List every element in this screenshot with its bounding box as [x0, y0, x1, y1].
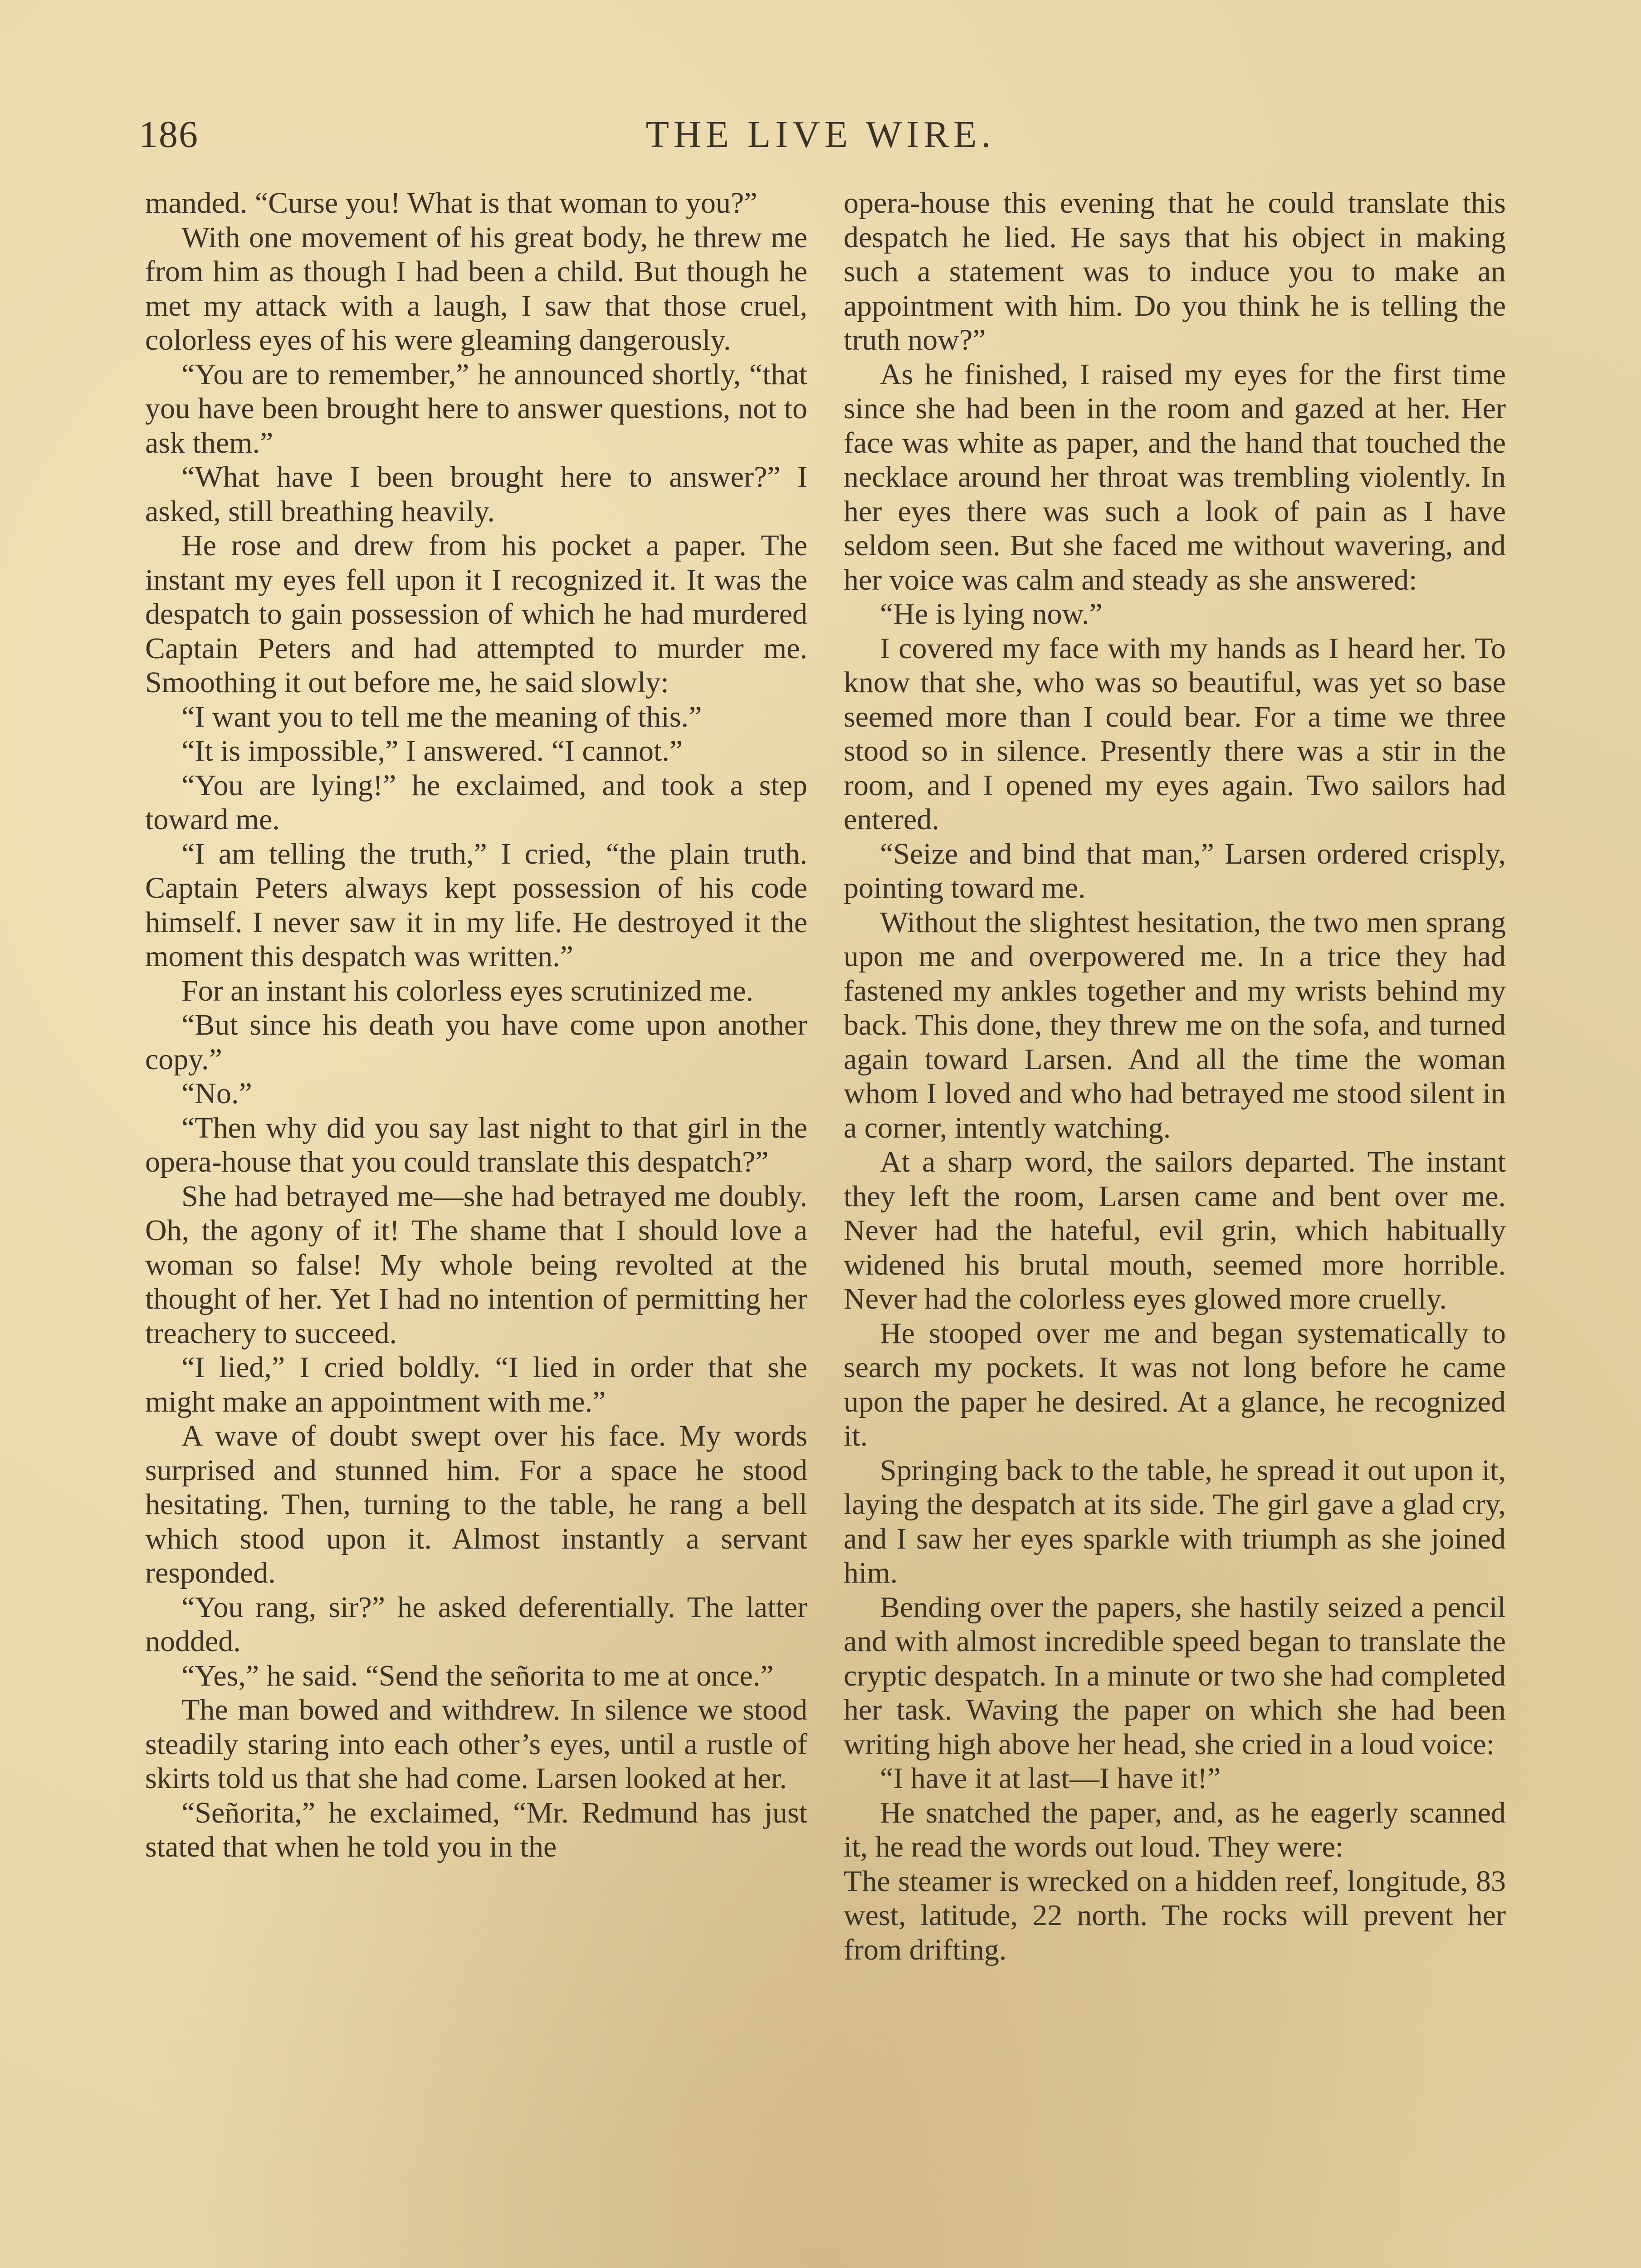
paragraph: “I want you to tell me the meaning of this.”	[181, 700, 702, 733]
paragraph: For an instant his colorless eyes scrutinized me.	[181, 974, 754, 1007]
paragraph: At a sharp word, the sailors departed. The instant they left the room, Larsen came and bent over me. Never had the hateful, evil grin, which habitually widened his brutal mouth, seemed more horrible. Never had the colorless eyes glowed more cruelly.	[844, 1145, 1506, 1315]
paragraph: He rose and drew from his pocket a paper. The instant my eyes fell upon it I recognized it. It was the despatch to gain possession of which he had murdered Captain Peters and had attempted to murder me. Smoothing it out before me, he said slowly:	[145, 529, 807, 699]
paragraph: “Señorita,” he exclaimed, “Mr. Redmund has just stated that when he told you in the	[145, 1796, 807, 1863]
paragraph: “You are to remember,” he announced shortly, “that you have been brought here to answer questions, not to ask them.”	[145, 357, 807, 459]
paragraph: He snatched the paper, and, as he eagerly scanned it, he read the words out loud. They were:	[844, 1796, 1506, 1863]
paragraph: “No.”	[181, 1077, 252, 1110]
paragraph: “He is lying now.”	[880, 597, 1103, 631]
paragraph: “What have I been brought here to answer?” I asked, still breathing heavily.	[145, 460, 807, 528]
paragraph: opera-house this evening that he could translate this despatch he lied. He says that his object in making such a statement was to induce you to make an appointment with him. Do you think he is telling the truth now?”	[844, 186, 1506, 357]
paragraph: “But since his death you have come upon another copy.”	[145, 1008, 807, 1076]
paragraph: “Then why did you say last night to that girl in the opera-house that you could translate this despatch?”	[145, 1111, 807, 1178]
telegram-text: The steamer is wrecked on a hidden reef, longitude, 83 west, latitude, 22 north. The rocks will prevent her from drifting.	[844, 1864, 1506, 1966]
paragraph: “Yes,” he said. “Send the señorita to me at once.”	[181, 1659, 774, 1692]
paragraph: “I am telling the truth,” I cried, “the plain truth. Captain Peters always kept possession of his code himself. I never saw it in my life. He destroyed it the moment this despatch was written.”	[145, 837, 807, 973]
page-number: 186	[139, 113, 199, 156]
paragraph: “I lied,” I cried boldly. “I lied in order that she might make an appointment with me.”	[145, 1351, 807, 1418]
paragraph: He stooped over me and began systematically to search my pockets. It was not long before he came upon the paper he desired. At a glance, he recognized it.	[844, 1316, 1506, 1452]
paragraph: A wave of doubt swept over his face. My words surprised and stunned him. For a space he stood hesitating. Then, turning to the table, he rang a bell which stood upon it. Almost instantly a servant responded.	[145, 1419, 807, 1589]
paragraph: manded. “Curse you! What is that woman to you?”	[145, 186, 757, 220]
paragraph: “It is impossible,” I answered. “I cannot.”	[181, 734, 683, 767]
paragraph: “Seize and bind that man,” Larsen ordered crisply, pointing toward me.	[844, 837, 1506, 904]
paragraph: With one movement of his great body, he threw me from him as though I had been a child. But though he met my attack with a laugh, I saw that those cruel, colorless eyes of his were gleaming dangerously.	[145, 220, 807, 357]
paragraph: “I have it at last—I have it!”	[880, 1762, 1221, 1795]
right-column	[844, 186, 1506, 1967]
paragraph: Bending over the papers, she hastily seized a pencil and with almost incredible speed began to translate the cryptic despatch. In a minute or two she had completed her task. Waving the paper on which she had been writing high above her head, she cried in a loud voice:	[844, 1590, 1506, 1761]
paragraph: As he finished, I raised my eyes for the first time since she had been in the room and gazed at her. Her face was white as paper, and the hand that touched the necklace around her throat was trembling violently. In her eyes there was such a look of pain as I have seldom seen. But she faced me without wavering, and her voice was calm and steady as she answered:	[844, 357, 1506, 596]
paragraph: I covered my face with my hands as I heard her. To know that she, who was so beautiful, was yet so base seemed more than I could bear. For a time we three stood so in silence. Presently there was a stir in the room, and I opened my eyes again. Two sailors had entered.	[844, 631, 1506, 836]
running-head: THE LIVE WIRE.	[645, 113, 996, 156]
paragraph: The man bowed and withdrew. In silence we stood steadily staring into each other’s eyes, until a rustle of skirts told us that she had come. Larsen looked at her.	[145, 1693, 807, 1795]
paragraph: “You are lying!” he exclaimed, and took a step toward me.	[145, 768, 807, 836]
paragraph: “You rang, sir?” he asked deferentially. The latter nodded.	[145, 1590, 807, 1658]
paragraph: Without the slightest hesitation, the two men sprang upon me and overpowered me. In a trice they had fastened my ankles together and my wrists behind my back. This done, they threw me on the sofa, and turned again toward Larsen. And all the time the woman whom I loved and who had betrayed me stood silent in a corner, intently watching.	[844, 905, 1506, 1144]
left-column	[145, 186, 807, 1864]
paragraph: Springing back to the table, he spread it out upon it, laying the despatch at its side. The girl gave a glad cry, and I saw her eyes sparkle with triumph as she joined him.	[844, 1453, 1506, 1589]
paragraph: She had betrayed me—she had betrayed me doubly. Oh, the agony of it! The shame that I should love a woman so false! My whole being revolted at the thought of her. Yet I had no intention of permitting her treachery to succeed.	[145, 1179, 807, 1350]
